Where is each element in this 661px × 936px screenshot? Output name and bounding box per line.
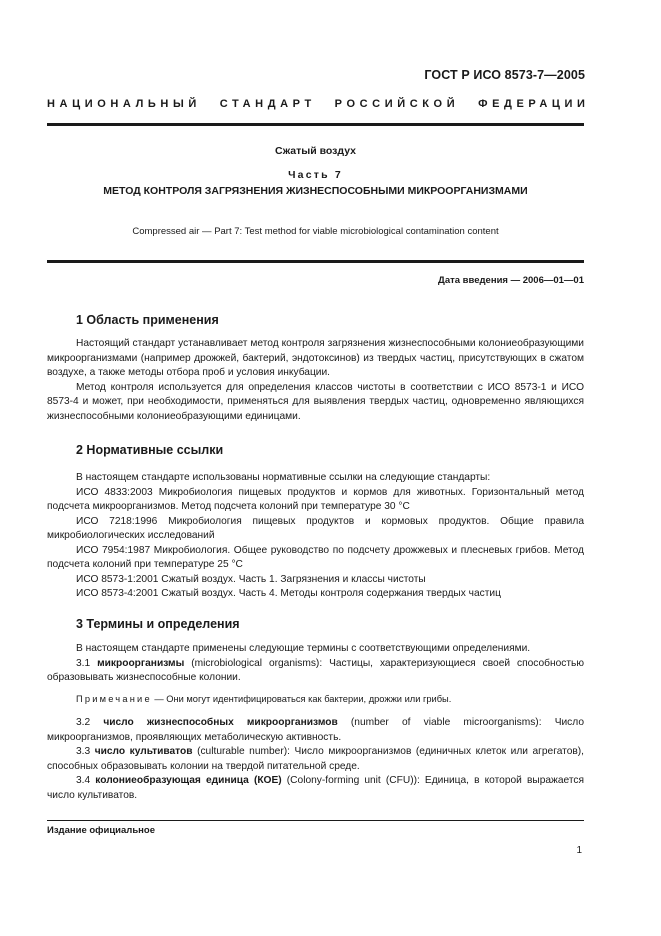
term-name: колониеобразующая единица (КОЕ)	[95, 775, 282, 786]
document-part: Часть 7	[288, 169, 343, 181]
banner-word: РОССИЙСКОЙ	[334, 98, 460, 110]
official-edition-label: Издание официальное	[47, 825, 155, 836]
section-scope-body	[47, 337, 584, 424]
term-name: число жизнеспособных микроорганизмов	[103, 717, 338, 728]
term-text: (microbiological organisms): Частицы, характеризующиеся своей способностью образовывать жизнеспособные колонии.	[47, 657, 584, 683]
footer-divider	[47, 820, 584, 821]
term-definition	[47, 745, 584, 774]
term-text: (culturable number): Число микроорганизмов (единичных клеток или агрегатов), способных образовывать колонии на твердой питательной среде.	[47, 746, 585, 772]
paragraph: В настоящем стандарте использованы нормативные ссылки на следующие стандарты:	[76, 472, 491, 483]
term-name: число культиватов	[94, 746, 193, 757]
term-definition	[47, 657, 584, 686]
section-terms-body	[47, 642, 584, 686]
term-text: (number of viable microorganisms): Число микроорганизмов, проявляющих метаболическую активность.	[47, 717, 584, 743]
term-number: 3.3	[76, 746, 95, 757]
paragraph: В настоящем стандарте применены следующие термины с соответствующими определениями.	[76, 643, 531, 654]
english-title: Compressed air — Part 7: Test method for viable microbiological contamination content	[132, 226, 499, 237]
note-label: Примечание	[76, 694, 152, 704]
paragraph: Настоящий стандарт устанавливает метод контроля загрязнения жизнеспособными колониеобразующими микроорганизмами (например дрожжей, бактерий, эндотоксинов) из твердых частиц, присутствующих в сжатом воздухе, а также методы отбора проб и условия инкубации.	[47, 338, 584, 378]
reference-item: ИСО 7218:1996 Микробиология пищевых продуктов и кормовых продуктов. Общие правила микробиологических исследований	[47, 515, 584, 541]
reference-item: ИСО 7954:1987 Микробиология. Общее руководство по подсчету дрожжевых и плесневых грибов. Метод подсчета колоний при температуре 25 °С	[47, 544, 584, 570]
banner-word: СТАНДАРТ	[219, 98, 316, 110]
effective-date: Дата введения — 2006—01—01	[438, 275, 584, 286]
term-text: (Colony-forming unit (CFU)): Единица, в которой выражается число культиватов.	[47, 775, 584, 801]
banner-word: НАЦИОНАЛЬНЫЙ	[47, 98, 201, 110]
paragraph: Метод контроля используется для определения классов чистоты в соответствии с ИСО 8573-1 и ИСО 8573-4 и может, при необходимости, применяться для выявления твердых частиц, одновременно являющихся жизнеспособными колониеобразующими единицами.	[47, 381, 584, 422]
section-references-body	[47, 471, 584, 602]
top-divider	[47, 123, 584, 126]
section-heading-terms: 3 Термины и определения	[76, 617, 240, 631]
reference-item: ИСО 4833:2003 Микробиология пищевых продуктов и кормов для животных. Горизонтальный метод подсчета микроорганизмов. Метод подсчета колоний при температуре 30 °С	[47, 486, 584, 512]
title-divider	[47, 260, 584, 263]
document-subtitle: Сжатый воздух	[274, 145, 357, 157]
term-definition	[47, 716, 584, 745]
section-heading-references: 2 Нормативные ссылки	[76, 443, 224, 457]
reference-item: ИСО 8573-4:2001 Сжатый воздух. Часть 4. Методы контроля содержания твердых частиц	[76, 588, 501, 599]
note-text: — Они могут идентифицироваться как бактерии, дрожжи или грибы.	[151, 694, 452, 704]
document-code: ГОСТ Р ИСО 8573-7—2005	[424, 68, 585, 82]
standard-banner	[47, 98, 590, 110]
term-number: 3.2	[76, 717, 104, 728]
document-title: МЕТОД КОНТРОЛЯ ЗАГРЯЗНЕНИЯ ЖИЗНЕСПОСОБНЫМИ МИКРООРГАНИЗМАМИ	[103, 185, 528, 197]
section-heading-scope: 1 Область применения	[76, 313, 219, 327]
note	[76, 694, 451, 704]
term-number: 3.1	[76, 657, 98, 669]
term-name: микроорганизмы	[97, 657, 185, 669]
page-number: 1	[576, 845, 582, 856]
term-definition	[47, 774, 584, 803]
reference-item: ИСО 8573-1:2001 Сжатый воздух. Часть 1. Загрязнения и классы чистоты	[76, 573, 426, 585]
banner-word: ФЕДЕРАЦИИ	[478, 98, 590, 110]
term-number: 3.4	[76, 775, 96, 786]
section-terms-body-continued	[47, 716, 584, 803]
